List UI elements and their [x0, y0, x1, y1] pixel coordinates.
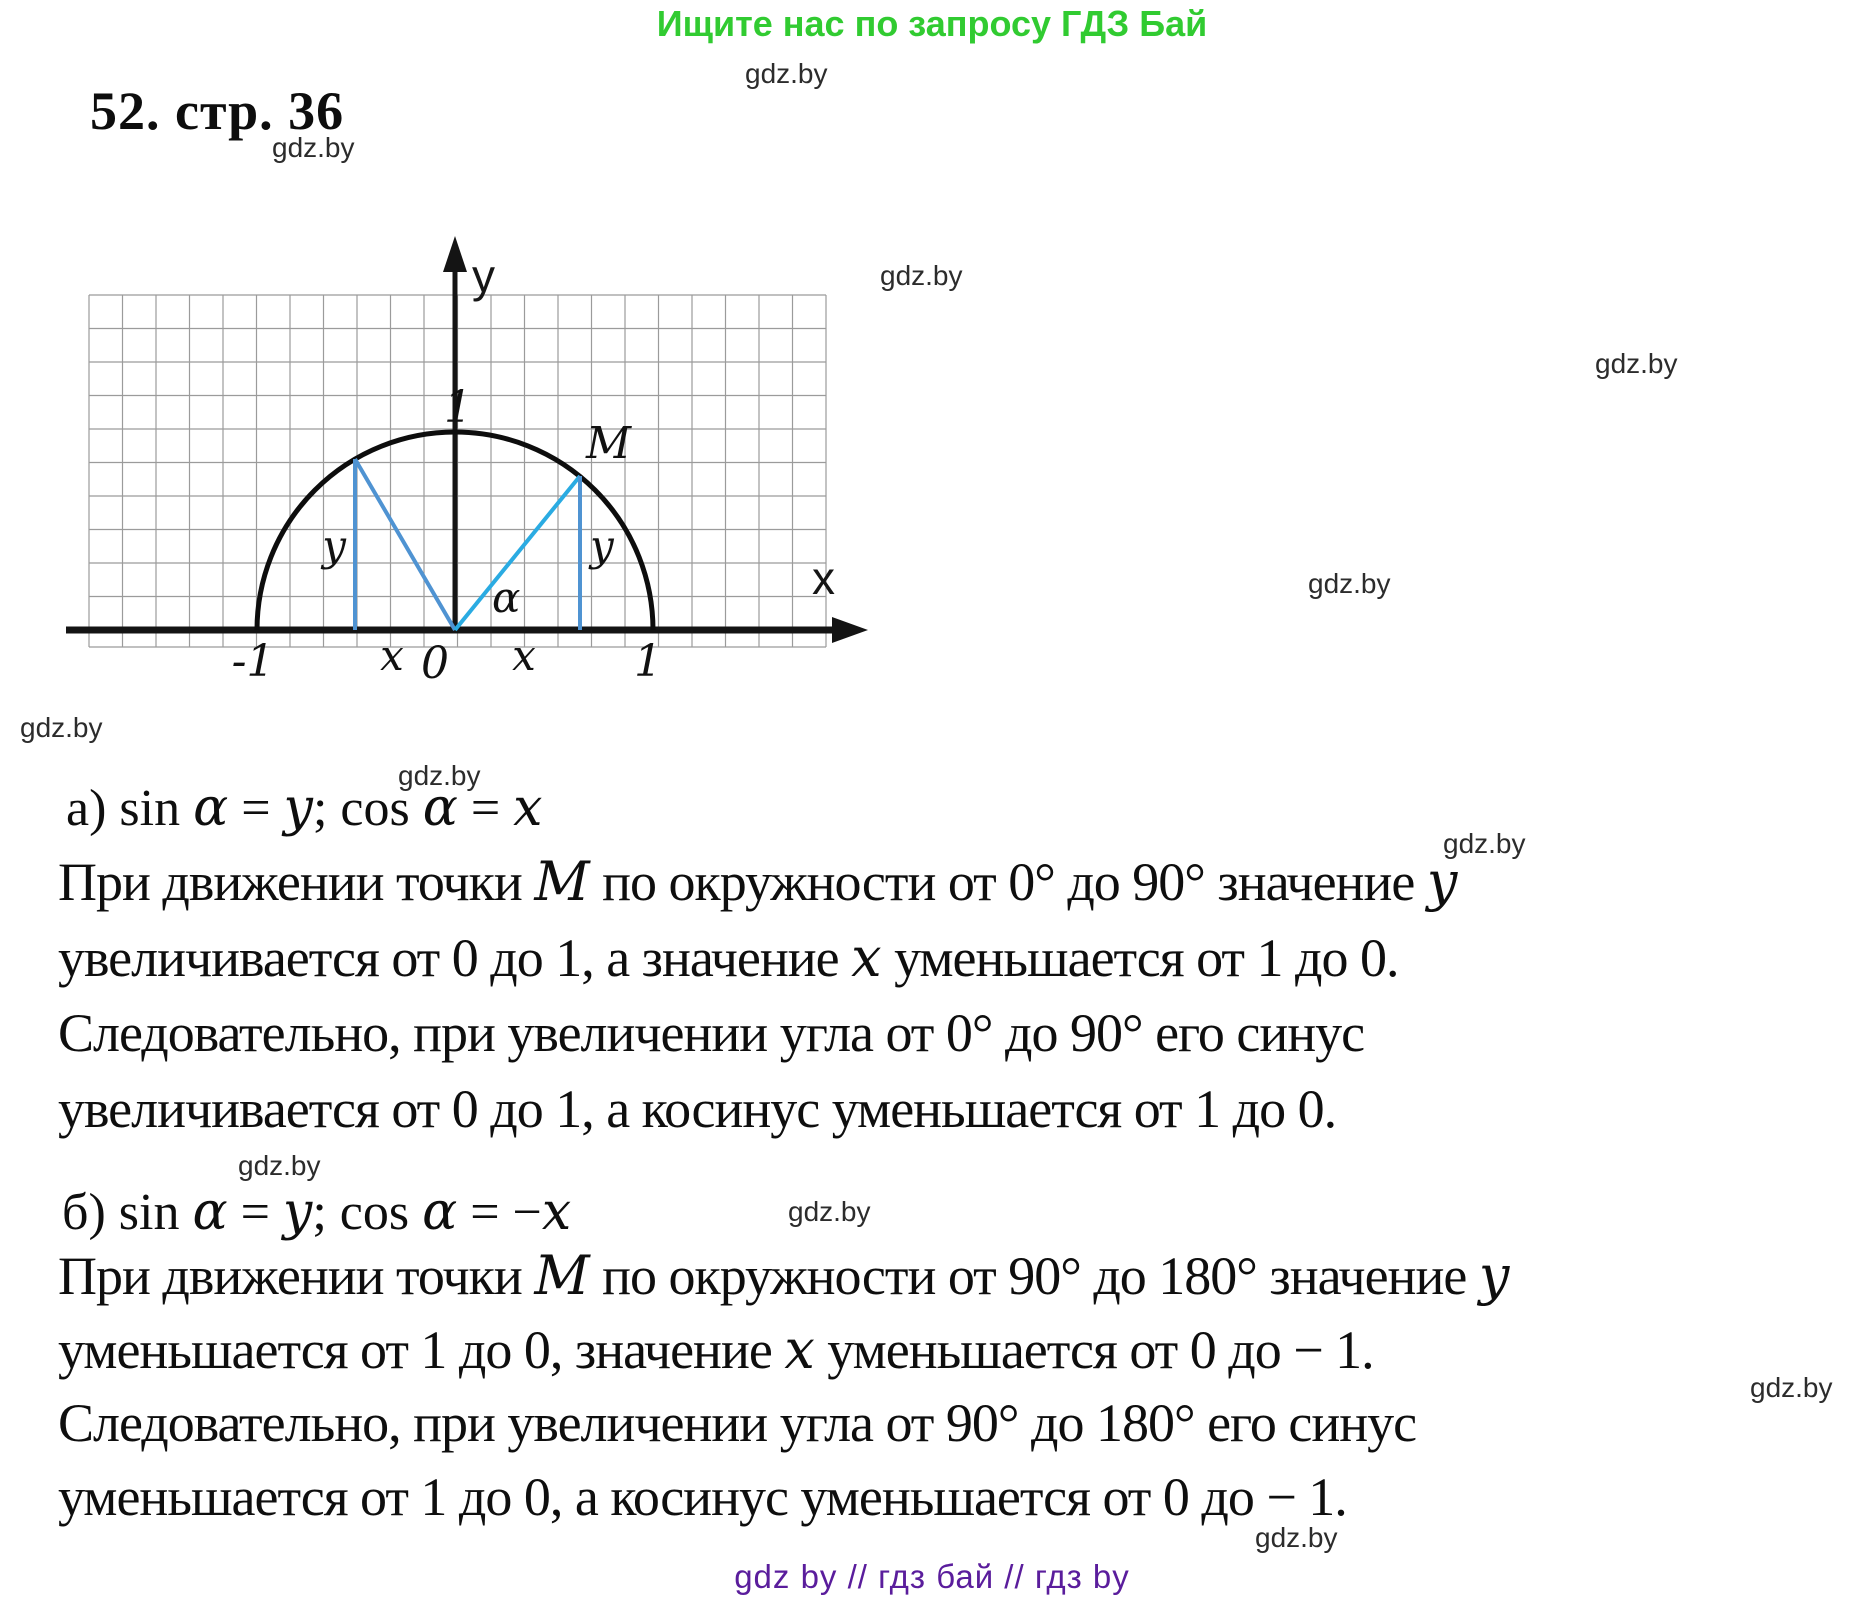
watermark-gdzby: gdz.by — [1255, 1522, 1338, 1553]
x-segment-label-left: x — [380, 631, 404, 680]
left-radius-line — [355, 459, 455, 630]
math-variable: M — [534, 1244, 590, 1307]
watermark-gdzby: gdz.by — [20, 712, 103, 743]
tick-one-right: 1 — [634, 636, 662, 687]
text-run: увеличивается от 0 до 1, а значение — [58, 928, 852, 988]
math-variable: x — [513, 778, 543, 838]
paragraph-b-line — [58, 1392, 1416, 1454]
text-run: Следовательно, при увеличении угла от 0° до 90° его синус — [58, 1003, 1365, 1063]
math-variable: α — [192, 1182, 228, 1242]
paragraph-a-line — [58, 926, 1398, 989]
origin-label: 0 — [421, 638, 449, 689]
text-run: = − — [457, 1184, 542, 1241]
watermark-gdzby: gdz.by — [1595, 348, 1678, 379]
text-run: ; cos — [312, 1184, 423, 1241]
x-axis-arrow-icon — [832, 617, 868, 643]
text-run: а) sin — [66, 780, 194, 837]
watermark-gdzby: gdz.by — [880, 260, 963, 291]
y-axis-arrow-icon — [443, 236, 467, 272]
text-run: по окружности от 0° до 90° значение — [589, 852, 1427, 912]
paragraph-a-line — [58, 1078, 1336, 1140]
watermark-gdzby: gdz.by — [745, 58, 828, 89]
text-run: уменьшается от 0 до − 1. — [814, 1320, 1374, 1380]
math-variable: y — [283, 778, 313, 838]
equation-b — [62, 1182, 571, 1242]
watermark-gdzby: gdz.by — [398, 760, 481, 791]
x-segment-label-right: x — [512, 631, 536, 680]
math-variable: α — [422, 1182, 458, 1242]
text-run: = — [457, 780, 514, 837]
text-run: уменьшается от 1 до 0, а косинус уменьшается от 0 до − 1. — [58, 1467, 1347, 1527]
math-variable: x — [541, 1182, 572, 1242]
y-segment-label-left: y — [322, 521, 346, 570]
paragraph-b-line — [58, 1466, 1347, 1528]
text-run: б) sin — [62, 1184, 193, 1241]
watermark-gdzby: gdz.by — [272, 132, 355, 163]
paragraph-b-line — [58, 1318, 1374, 1381]
y-axis-label: y — [472, 250, 495, 302]
watermark-gdzby: gdz.by — [238, 1150, 321, 1181]
angle-alpha-label: α — [492, 573, 521, 622]
math-variable: M — [534, 850, 590, 913]
equation-a — [66, 778, 542, 838]
x-axis-label: x — [812, 552, 835, 604]
text-run: уменьшается от 1 до 0. — [881, 928, 1399, 988]
text-run: Следовательно, при увеличении угла от 90° до 180° его синус — [58, 1393, 1417, 1453]
text-run: ; cos — [312, 780, 423, 837]
watermark-gdzby: gdz.by — [1308, 568, 1391, 599]
text-run: При движении точки — [58, 852, 535, 912]
point-M-label: M — [586, 418, 632, 469]
watermark-gdzby: gdz.by — [788, 1196, 871, 1227]
math-variable: y — [282, 1182, 313, 1242]
paragraph-a-line — [58, 1002, 1364, 1064]
tick-one-top: 1 — [444, 382, 472, 433]
unit-circle-diagram — [60, 220, 880, 700]
watermark-gdzby: gdz.by — [1750, 1372, 1833, 1403]
text-run: = — [227, 1184, 283, 1241]
text-run: = — [228, 780, 284, 837]
footer-promo: gdz by // гдз бай // гдз by — [734, 1558, 1130, 1595]
promo-header: Ищите нас по запросу ГДЗ Бай — [656, 3, 1208, 44]
math-variable: y — [1426, 850, 1458, 913]
text-run: увеличивается от 0 до 1, а косинус уменьшается от 1 до 0. — [58, 1079, 1337, 1139]
math-variable: x — [784, 1318, 815, 1381]
text-run: При движении точки — [58, 1246, 535, 1306]
tick-minus-one: -1 — [231, 636, 275, 687]
math-variable: α — [422, 778, 458, 838]
paragraph-b-line — [58, 1244, 1509, 1307]
math-variable: y — [1478, 1244, 1510, 1307]
math-variable: α — [193, 778, 229, 838]
text-run: уменьшается от 1 до 0, значение — [58, 1320, 785, 1380]
page-title: 52. стр. 36 — [90, 81, 345, 141]
paragraph-a-line — [58, 850, 1457, 913]
watermark-gdzby: gdz.by — [1443, 828, 1526, 859]
y-segment-label-right: y — [590, 521, 614, 570]
math-variable: x — [851, 926, 882, 989]
text-run: по окружности от 90° до 180° значение — [589, 1246, 1479, 1306]
